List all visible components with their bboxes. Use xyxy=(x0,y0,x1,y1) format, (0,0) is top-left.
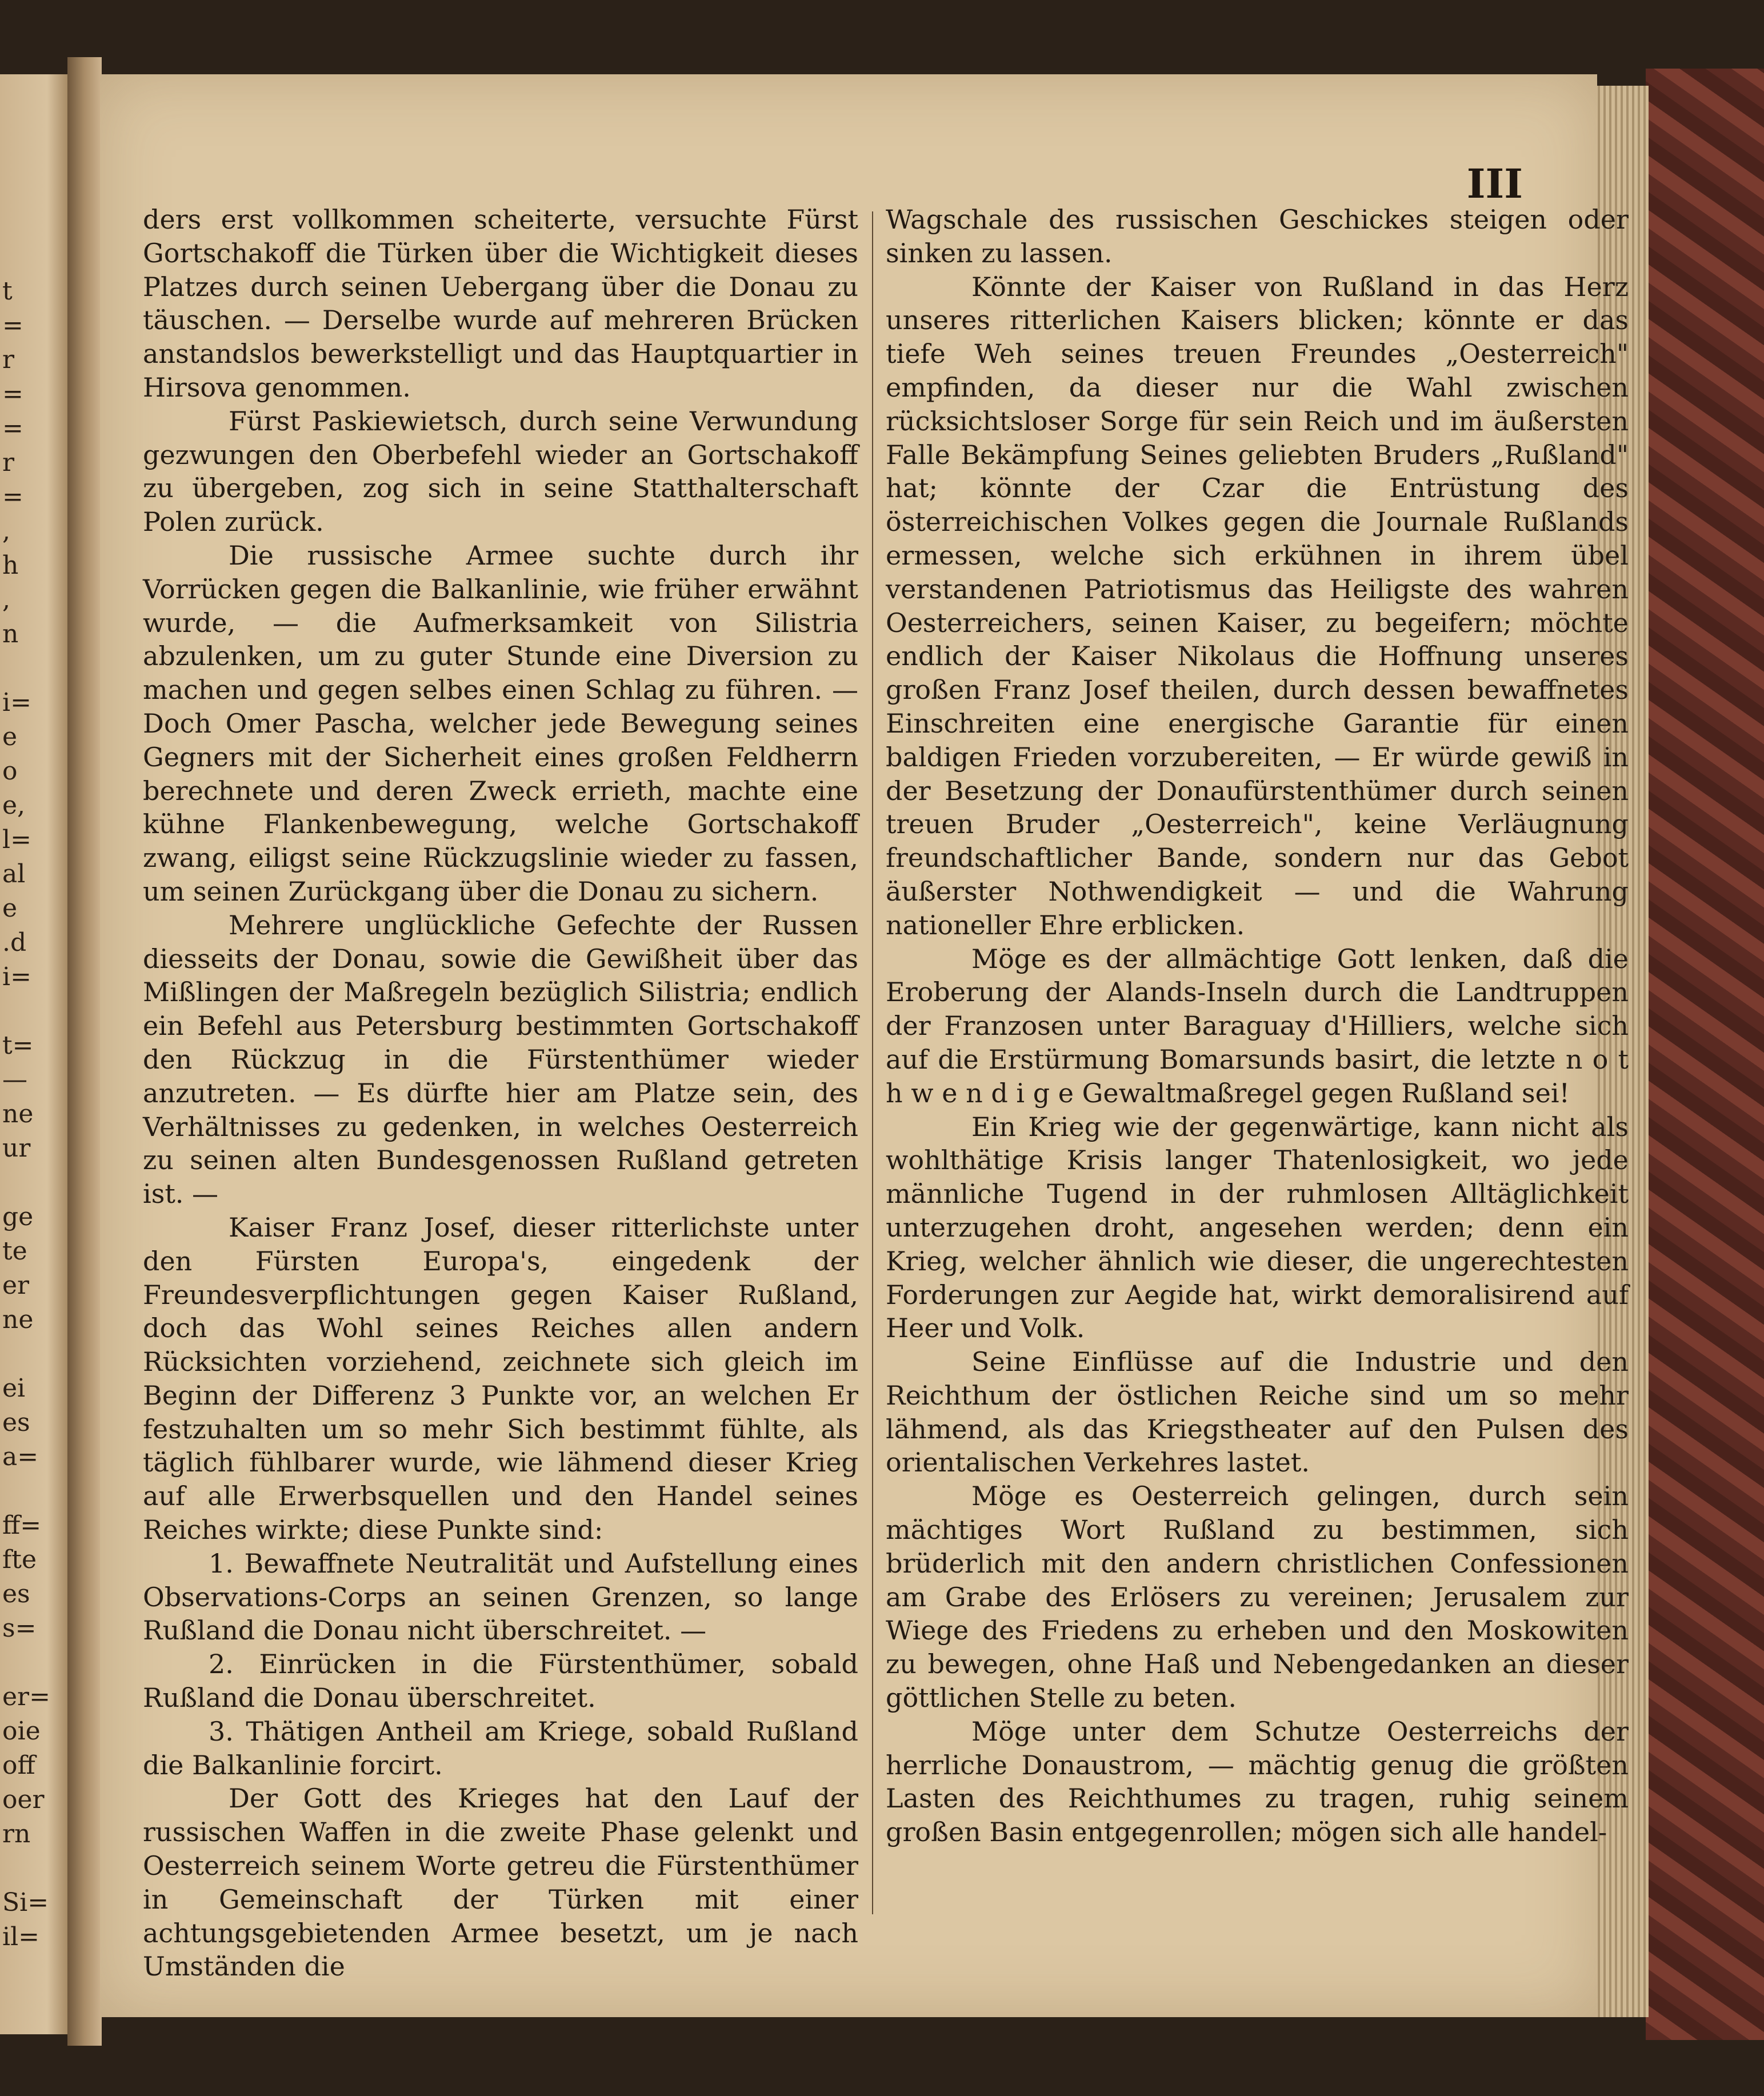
previous-page-fragment: Si= xyxy=(2,1888,49,1917)
previous-page-fragment: te xyxy=(2,1237,27,1266)
book-gutter xyxy=(67,57,102,2046)
previous-page-fragment: es xyxy=(2,1408,30,1437)
previous-page-fragment: off xyxy=(2,1751,35,1780)
previous-page-fragment: il= xyxy=(2,1922,40,1951)
paragraph: Möge unter dem Schutze Oesterreichs der herrliche Donaustrom, — mächtig genug die größten Lasten des Reichthumes zu tragen, ruhig seinem großen Basin entgegenrollen; mögen sich alle handel- xyxy=(886,1715,1629,1848)
paragraph: Die russische Armee suchte durch ihr Vorrücken gegen die Balkanlinie, wie früher erwähnt wurde, — die Aufmerksamkeit von Silistria abzulenken, um zu guter Stunde eine Diversion zu machen und gegen selbes einen Schlag zu führen. — Doch Omer Pascha, welcher jede Bewegung seines Gegners mit der Sicherheit eines großen Feldherrn berechnete und deren Zweck errieth, machte eine kühne Flankenbewegung, welche Gortschakoff zwang, eiligst seine Rückzugslinie wieder zu fassen, um seinen Zurückgang über die Donau zu sichern. xyxy=(143,539,858,907)
previous-page-fragment: es xyxy=(2,1579,30,1609)
previous-page-fragment: e xyxy=(2,722,18,751)
previous-page-fragment: er= xyxy=(2,1682,50,1711)
list-item: 1. Bewaffnete Neutralität und Aufstellung eines Observations-Corps an seinen Grenzen, so lange Rußland die Donau nicht überschreitet. — xyxy=(143,1547,858,1646)
previous-page-fragment: , xyxy=(2,517,10,546)
previous-page-fragment: al xyxy=(2,859,26,889)
previous-page-fragment: o xyxy=(2,757,18,786)
previous-page-fragment: n xyxy=(2,619,19,649)
paragraph: ders erst vollkommen scheiterte, versuchte Fürst Gortschakoff die Türken über die Wichtigkeit dieses Platzes durch seinen Uebergang über die Donau zu täuschen. — Derselbe wurde auf mehreren Brücken anstandslos bewerkstelligt und das Hauptquartier in Hirsova genommen. xyxy=(143,204,858,403)
paragraph: Kaiser Franz Josef, dieser ritterlichste unter den Fürsten Europa's, eingedenk der Freundesverpflichtungen gegen Kaiser Rußland, doch das Wohl seines Reiches allen andern Rücksichten vorziehend, zeichnete sich gleich im Beginn der Differenz 3 Punkte vor, an welchen Er festzuhalten um so mehr Sich bestimmt fühlte, als täglich fühlbarer wurde, wie lähmend dieser Krieg auf alle Erwerbsquellen und den Handel seines Reiches wirkte; diese Punkte sind: xyxy=(143,1211,858,1546)
book-cover-edge xyxy=(1646,69,1764,2040)
previous-page-fragment: s= xyxy=(2,1614,37,1643)
previous-page-fragment: = xyxy=(2,414,23,443)
previous-page-fragment: rn xyxy=(2,1819,31,1849)
previous-page-fragment: l= xyxy=(2,825,31,854)
previous-page-fragment: i= xyxy=(2,688,31,717)
previous-page-fragment xyxy=(2,651,59,686)
previous-page-fragment: t= xyxy=(2,1031,34,1060)
paragraph: Seine Einflüsse auf die Industrie und den Reichthum der östlichen Reiche sind um so mehr lähmend, als das Kriegstheater auf den Pulsen des orientalischen Verkehres lastet. xyxy=(886,1346,1629,1478)
previous-page-fragments xyxy=(2,274,59,1954)
paragraph: Der Gott des Krieges hat den Lauf der russischen Waffen in die zweite Phase gelenkt und Oesterreich seinem Worte getreu die Fürstenthümer in Gemeinschaft der Türken mit einer achtungsgebietenden Armee besetzt, um je nach Umständen die xyxy=(143,1783,858,1982)
previous-page-fragment xyxy=(2,1646,59,1680)
previous-page-fragment: e, xyxy=(2,791,26,820)
previous-page-fragment: er xyxy=(2,1271,30,1300)
paragraph: Fürst Paskiewietsch, durch seine Verwundung gezwungen den Oberbefehl wieder an Gortschakoff zu übergeben, zog sich in seine Statthalterschaft Polen zurück. xyxy=(143,405,858,538)
previous-page-fragment xyxy=(2,1474,59,1509)
previous-page-edge xyxy=(0,74,67,2034)
previous-page-fragment: ur xyxy=(2,1134,31,1163)
paragraph: Könnte der Kaiser von Rußland in das Herz unseres ritterlichen Kaisers blicken; könnte er das tiefe Weh seines treuen Freundes „Oesterreich" empfinden, da dieser nur die Wahl zwischen rücksichtsloser Sorge für sein Reich und im äußersten Falle Bekämpfung Seines geliebten Bruders „Rußland" hat; könnte der Czar die Entrüstung des österreichischen Volkes gegen die Journale Rußlands ermessen, welche sich erkühnen in ihrem übel verstandenen Patriotismus das Heiligste des wahren Oesterreichers, seinen Kaiser, zu begeifern; möchte endlich der Kaiser Nikolaus die Hoffnung unseres großen Franz Josef theilen, durch dessen bewaffnetes Einschreiten eine energische Garantie für einen baldigen Frieden vorzubereiten, — Er würde gewiß in der Besetzung der Donaufürstenthümer durch seinen treuen Bruder „Oesterreich", keine Verläugnung freundschaftlicher Bande, sondern nur das Gebot äußerster Nothwendigkeit — und die Wahrung nationeller Ehre erblicken. xyxy=(886,271,1629,941)
paragraph: Möge es der allmächtige Gott lenken, daß die Eroberung der Alands-Inseln durch die Landtruppen der Franzosen unter Baraguay d'Hilliers, welche sich auf die Erstürmung Bomarsunds basirt, die letzte n o t h w e n d i g e Gewaltmaßregel gegen Rußland sei! xyxy=(886,943,1629,1109)
previous-page-fragment: — xyxy=(2,1065,27,1094)
previous-page-fragment: ne xyxy=(2,1305,34,1334)
column-divider xyxy=(872,211,873,1914)
previous-page-fragment xyxy=(2,1851,59,1886)
previous-page-fragment: = xyxy=(2,482,23,511)
right-text-column xyxy=(886,203,1629,1951)
previous-page-fragment: h xyxy=(2,551,19,580)
previous-page-fragment xyxy=(2,1166,59,1200)
paragraph: Möge es Oesterreich gelingen, durch sein mächtiges Wort Rußland zu bestimmen, sich brüderlich mit den andern christlichen Confessionen am Grabe des Erlösers zu vereinen; Jerusalem zur Wiege des Friedens zu erheben und den Moskowiten zu bewegen, ohne Haß und Nebengedanken an dieser göttlichen Stelle zu beten. xyxy=(886,1481,1629,1714)
previous-page-fragment: = xyxy=(2,379,23,409)
page-number: III xyxy=(1466,160,1523,207)
previous-page-fragment: , xyxy=(2,585,10,614)
paragraph: Mehrere unglückliche Gefechte der Russen diesseits der Donau, sowie die Gewißheit über das Mißlingen der Maßregeln bezüglich Silistria; endlich ein Befehl aus Petersburg bestimmten Gortschakoff den Rückzug in die Fürstenthümer wieder anzutreten. — Es dürfte hier am Platze sein, des Verhältnisses zu gedenken, in welches Oesterreich zu seinen alten Bundesgenossen Rußland getreten ist. — xyxy=(143,909,858,1210)
paragraph: Wagschale des russischen Geschickes steigen oder sinken zu lassen. xyxy=(886,204,1629,269)
previous-page-fragment: oie xyxy=(2,1717,41,1746)
list-item: 2. Einrücken in die Fürstenthümer, sobald Rußland die Donau überschreitet. xyxy=(143,1649,858,1714)
previous-page-fragment: r xyxy=(2,448,15,477)
paragraph: Ein Krieg wie der gegenwärtige, kann nicht als wohlthätige Krisis langer Thatenlosigkeit, wo jede männliche Tugend in der ruhmlosen Alltäglichkeit unterzugehen droht, angesehen werden; denn ein Krieg, welcher ähnlich wie dieser, die ungerechtesten Forderungen zur Aegide hat, wirkt demoralisirend auf Heer und Volk. xyxy=(886,1111,1629,1344)
previous-page-fragment: ge xyxy=(2,1202,34,1231)
left-text-column xyxy=(143,203,858,1982)
previous-page-fragment: ff= xyxy=(2,1511,42,1540)
previous-page-fragment: e xyxy=(2,894,18,923)
previous-page-fragment: t xyxy=(2,277,13,306)
previous-page-fragment: = xyxy=(2,311,23,340)
previous-page-fragment xyxy=(2,1337,59,1371)
previous-page-fragment: oer xyxy=(2,1785,45,1814)
list-item: 3. Thätigen Antheil am Kriege, sobald Rußland die Balkanlinie forcirt. xyxy=(143,1715,858,1781)
previous-page-fragment: a= xyxy=(2,1442,39,1471)
previous-page-fragment: fte xyxy=(2,1545,37,1574)
previous-page-fragment: .d xyxy=(2,928,27,957)
previous-page-fragment: ei xyxy=(2,1374,26,1403)
book-page xyxy=(100,74,1629,2017)
previous-page-fragment xyxy=(2,994,59,1029)
previous-page-fragment: i= xyxy=(2,962,31,991)
previous-page-fragment: r xyxy=(2,345,15,374)
previous-page-fragment: ne xyxy=(2,1099,34,1129)
